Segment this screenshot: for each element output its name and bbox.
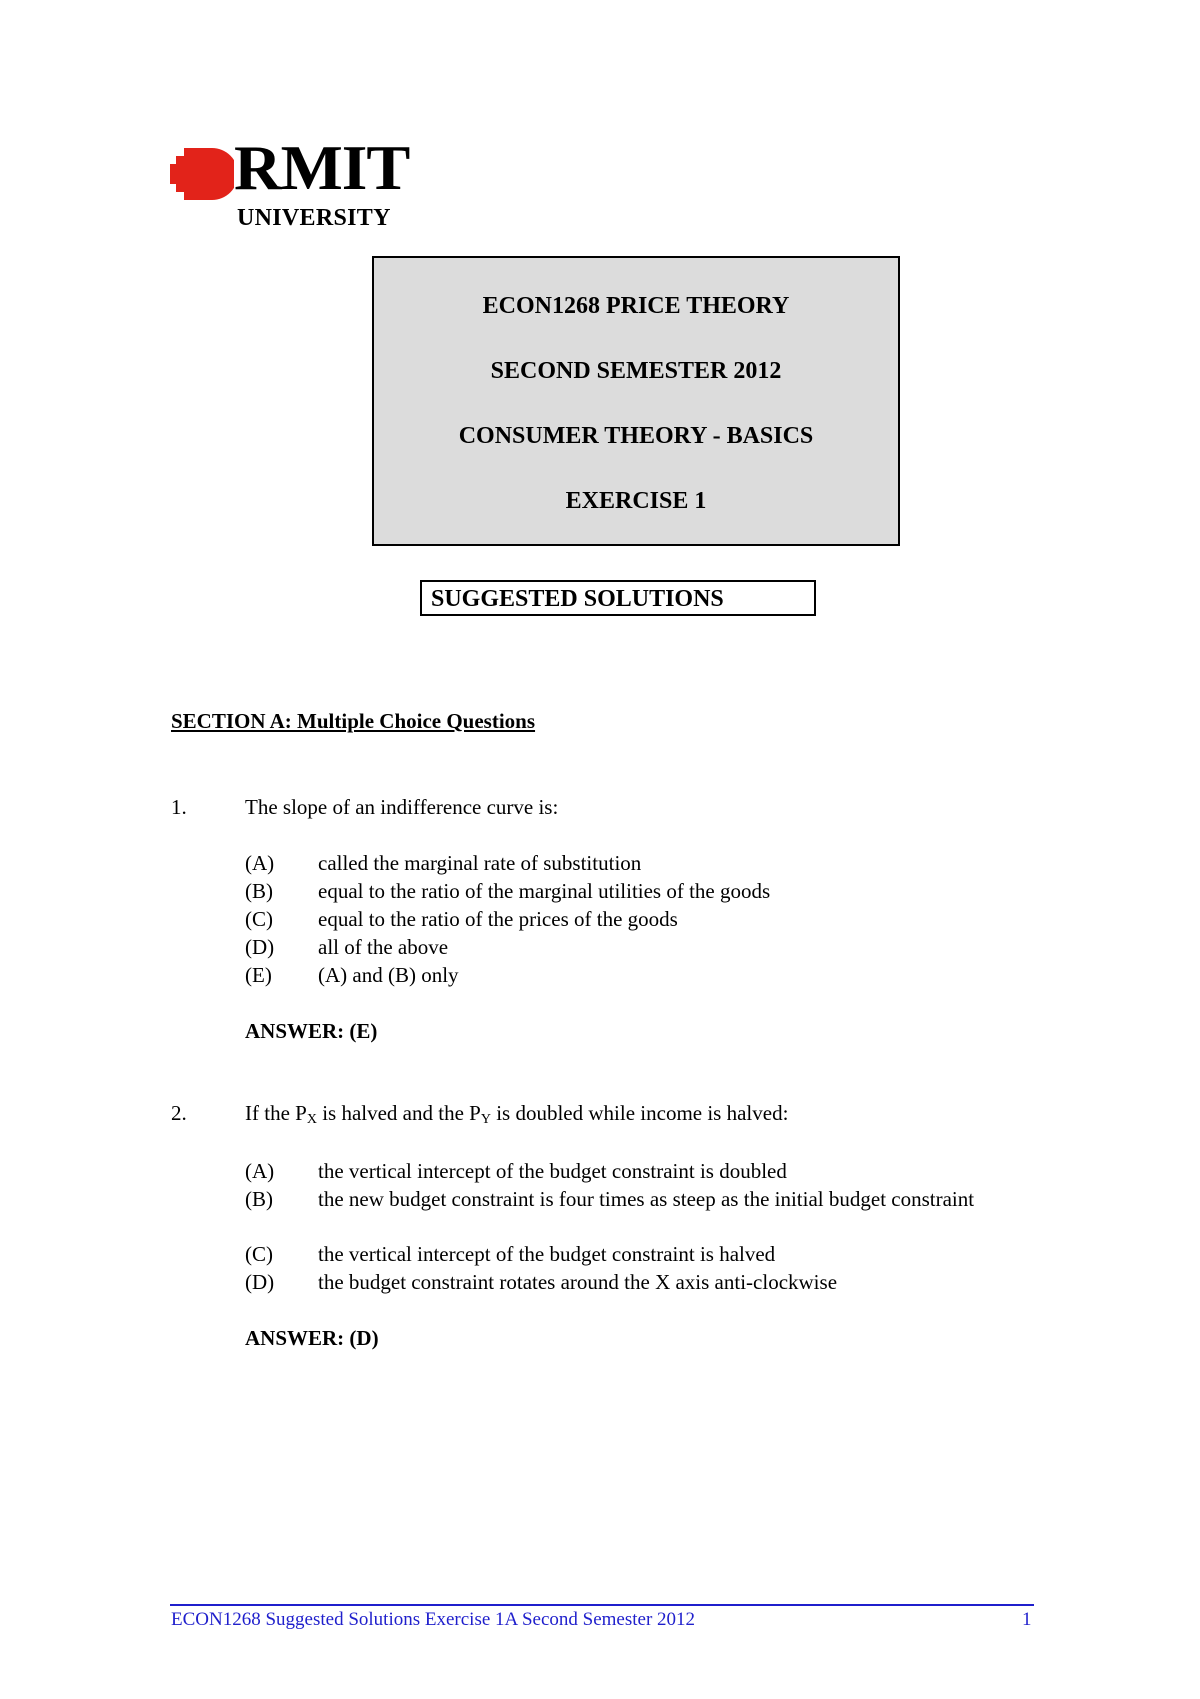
topic-title: CONSUMER THEORY - BASICS <box>458 423 814 449</box>
rmit-logo <box>170 132 420 232</box>
rmit-pixel-mark-icon <box>170 146 234 202</box>
answer-label: ANSWER: (D) <box>245 1326 379 1350</box>
option-letter: (B) <box>245 879 273 903</box>
option-text: the new budget constraint is four times as steep as the initial budget constraint <box>318 1187 975 1211</box>
suggested-solutions-label: SUGGESTED SOLUTIONS <box>431 586 724 612</box>
option-letter: (D) <box>245 1270 275 1294</box>
option-text: all of the above <box>318 935 449 959</box>
semester-title: SECOND SEMESTER 2012 <box>490 358 782 384</box>
footer-rule <box>170 1604 1034 1606</box>
section-heading: SECTION A: Multiple Choice Questions <box>171 709 536 733</box>
option-text: the budget constraint rotates around the X axis anti-clockwise <box>318 1270 838 1294</box>
option-text: the vertical intercept of the budget constraint is halved <box>318 1242 776 1266</box>
option-text: equal to the ratio of the marginal utilities of the goods <box>318 879 771 903</box>
option-letter: (E) <box>245 963 272 987</box>
question-text: The slope of an indifference curve is: <box>245 795 559 819</box>
option-text: the vertical intercept of the budget constraint is doubled <box>318 1159 787 1183</box>
footer-text: ECON1268 Suggested Solutions Exercise 1A Second Semester 2012 <box>171 1609 696 1630</box>
option-letter: (A) <box>245 1159 275 1183</box>
suggested-solutions-box <box>420 580 816 616</box>
logo-wordmark: RMIT <box>234 132 410 203</box>
option-letter: (B) <box>245 1187 273 1211</box>
question-number: 1. <box>171 795 187 819</box>
option-text: equal to the ratio of the prices of the goods <box>318 907 678 931</box>
option-text: called the marginal rate of substitution <box>318 851 642 875</box>
answer-label: ANSWER: (E) <box>245 1019 378 1043</box>
option-letter: (A) <box>245 851 275 875</box>
option-text: (A) and (B) only <box>318 963 459 987</box>
question-number: 2. <box>171 1101 187 1125</box>
page-number: 1 <box>1022 1609 1032 1630</box>
course-title: ECON1268 PRICE THEORY <box>482 293 790 319</box>
logo-subtitle: UNIVERSITY <box>237 205 391 231</box>
exercise-title: EXERCISE 1 <box>565 488 707 514</box>
option-letter: (C) <box>245 907 273 931</box>
option-letter: (C) <box>245 1242 273 1266</box>
question-text: If the $P_X$ is halved and the $P_Y$ is doubled while income is halved: <box>245 1101 789 1127</box>
title-box <box>372 256 900 546</box>
option-letter: (D) <box>245 935 275 959</box>
